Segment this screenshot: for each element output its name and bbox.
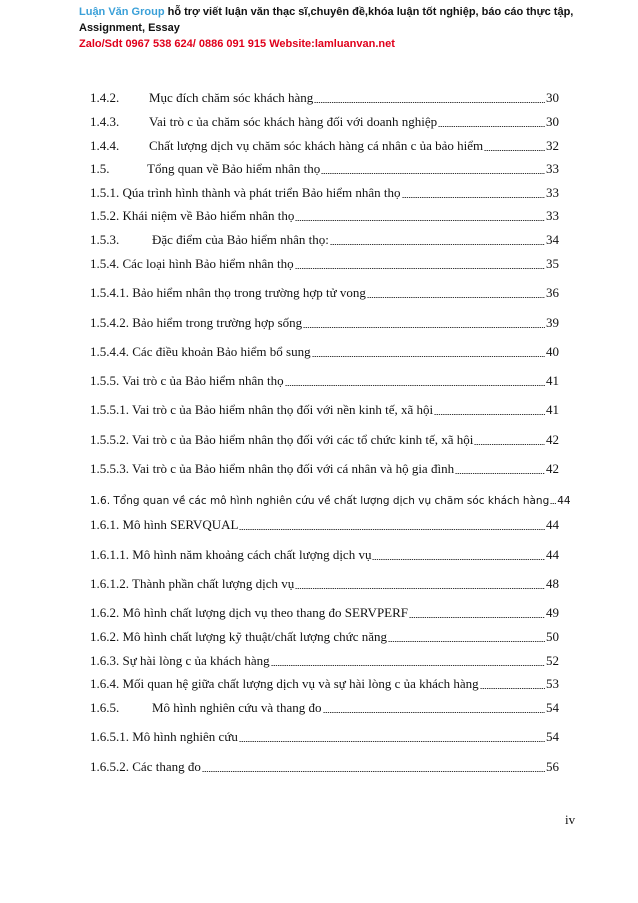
page-number: iv [565,812,576,827]
dot-leader [438,126,545,127]
toc-entry-title: 1.5.4.2. Bảo hiểm trong trường hợp sống [90,315,303,330]
toc-entry-title: Mô hình nghiên cứu và thang đo [152,700,322,715]
toc-entry-title: Vai trò c ủa chăm sóc khách hàng đối với doanh nghiệp [149,114,438,129]
toc-entry-title: Mục đích chăm sóc khách hàng [149,90,314,105]
toc-entry-page: 33 [546,208,559,223]
toc-entry[interactable] [90,112,559,130]
toc-entry-title: 1.6.2. Mô hình chất lượng kỹ thuật/chất lượng chức năng [90,629,388,644]
toc-entry-title: 1.5.1. Qúa trình hình thành và phát triển Bảo hiểm nhân thọ [90,185,401,200]
toc-entry[interactable] [90,698,559,716]
toc-entry-number: 1.4.2. [90,90,120,105]
toc-entry-title: 1.5.5.3. Vai trò c ủa Bảo hiểm nhân thọ đối với cá nhân và hộ gia đình [90,461,455,476]
dot-leader [295,268,545,269]
toc-entry[interactable] [90,574,559,592]
dot-leader [239,741,545,742]
dot-leader [455,473,545,474]
toc-entry[interactable] [90,651,559,669]
toc-entry[interactable] [90,342,559,360]
toc-entry-title: 1.5.4.4. Các điều khoản Bảo hiểm bổ sung [90,344,311,359]
toc-entry-number: 1.4.3. [90,114,120,129]
toc-entry-page: 50 [546,629,559,644]
toc-entry-page: 53 [546,676,559,691]
dot-leader [285,385,545,386]
toc-entry-title: 1.6.1. Mô hình SERVQUAL [90,517,239,532]
toc-entry-page: 44 [546,547,559,562]
toc-entry-page: 42 [546,461,559,476]
toc-entry[interactable] [90,371,559,389]
toc-entry-page: 49 [546,605,559,620]
dot-leader [202,771,545,772]
toc-entry[interactable] [90,400,559,418]
toc-entry-title: 1.5.5.1. Vai trò c ủa Bảo hiểm nhân thọ đối với nền kinh tế, xã hội [90,402,434,417]
toc-entry[interactable] [90,183,559,201]
toc-entry[interactable] [90,283,559,301]
toc-entry[interactable] [90,545,559,563]
dot-leader [367,297,545,298]
dot-leader [271,665,545,666]
dot-leader [321,173,545,174]
toc-entry-page: 33 [546,185,559,200]
toc-entry-number: 1.6.5. [90,700,120,715]
toc-entry-title: 1.5.5. Vai trò c ủa Bảo hiểm nhân thọ [90,373,284,388]
toc-entry-page: 41 [546,402,559,417]
toc-entry-page: 54 [546,729,559,744]
toc-entry-page: 39 [546,315,559,330]
toc-entry-number: 1.4.4. [90,138,120,153]
header-tagline: hỗ trợ viết luận văn thạc sĩ,chuyên đề,khóa luận tốt nghiệp, báo cáo thực tập, Assignment, Essay [79,6,574,34]
toc-entry-title: 1.6.2. Mô hình chất lượng dịch vụ theo thang đo SERVPERF [90,605,409,620]
toc-entry[interactable] [90,88,559,106]
dot-leader [550,503,556,504]
toc-entry-page: 34 [546,232,559,247]
toc-entry-title: Đặc điểm của Bảo hiểm nhân thọ: [152,232,329,247]
dot-leader [402,197,546,198]
toc-entry-title: 1.5.2. Khái niệm về Bảo hiểm nhân thọ [90,208,295,223]
toc-entry-title: 1.6.1.2. Thành phần chất lượng dịch vụ [90,576,295,591]
toc-entry-page: 33 [546,161,559,176]
toc-entry-page: 48 [546,576,559,591]
toc-entry[interactable] [90,206,559,224]
toc-entry[interactable] [90,489,571,507]
toc-entry[interactable] [90,430,559,448]
toc-entry-title: 1.6.4. Mối quan hệ giữa chất lượng dịch vụ và sự hài lòng c ủa khách hàng [90,676,479,691]
toc-entry-page: 30 [546,90,559,105]
dot-leader [484,150,545,151]
dot-leader [303,327,545,328]
toc-entry[interactable] [90,159,559,177]
dot-leader [474,444,545,445]
toc-entry-page: 41 [546,373,559,388]
toc-entry-page: 54 [546,700,559,715]
toc-entry[interactable] [90,515,559,533]
toc-entry-title: 1.6. Tổng quan về các mô hình nghiên cứu về chất lượng dịch vụ chăm sóc khách hàng [90,495,550,507]
toc-entry-page: 52 [546,653,559,668]
toc-entry-title: 1.6.5.2. Các thang đo [90,759,201,774]
toc-entry[interactable] [90,230,559,248]
toc-entry-title: 1.5.5.2. Vai trò c ủa Bảo hiểm nhân thọ đối với các tổ chức kinh tế, xã hội [90,432,474,447]
toc-entry-title: Tổng quan về Bảo hiểm nhân thọ [147,161,321,176]
toc-entry-title: Chất lượng dịch vụ chăm sóc khách hàng cá nhân c ủa bảo hiểm [149,138,484,153]
dot-leader [434,414,545,415]
toc-entry-page: 30 [546,114,559,129]
toc-entry[interactable] [90,627,559,645]
dot-leader [314,102,545,103]
toc-entry-page: 32 [546,138,559,153]
toc-entry-number: 1.5. [90,161,110,176]
toc-entry-number: 1.5.3. [90,232,120,247]
toc-entry-page: 40 [546,344,559,359]
toc-entry[interactable] [90,459,559,477]
dot-leader [330,244,545,245]
page-header [79,4,579,52]
toc-entry-title: 1.6.5.1. Mô hình nghiên cứu [90,729,238,744]
toc-entry-title: 1.5.4.1. Bảo hiểm nhân thọ trong trường hợp tử vong [90,285,366,300]
toc-entry-page: 36 [546,285,559,300]
toc-entry[interactable] [90,757,559,775]
toc-entry[interactable] [90,136,559,154]
toc-entry-page: 42 [546,432,559,447]
toc-entry[interactable] [90,674,559,692]
toc-entry-title: 1.6.3. Sự hài lòng c ủa khách hàng [90,653,270,668]
toc-entry[interactable] [90,603,559,621]
header-contact: Zalo/Sdt 0967 538 624/ 0886 091 915 Website:lamluanvan.net [79,38,395,50]
toc-entry[interactable] [90,313,559,331]
dot-leader [372,559,545,560]
dot-leader [480,688,545,689]
brand-name: Luận Văn Group [79,6,165,18]
toc-entry[interactable] [90,727,559,745]
toc-entry-page: 35 [546,256,559,271]
toc-entry-page: 56 [546,759,559,774]
dot-leader [239,529,545,530]
dot-leader [323,712,545,713]
dot-leader [388,641,545,642]
toc-entry-page: 44 [546,517,559,532]
toc-entry[interactable] [90,254,559,272]
toc-entry-title: 1.5.4. Các loại hình Bảo hiểm nhân thọ [90,256,294,271]
toc-entry-title: 1.6.1.1. Mô hình năm khoảng cách chất lượng dịch vụ [90,547,372,562]
dot-leader [409,617,545,618]
toc-entry-page: 44 [557,495,571,507]
dot-leader [295,220,545,221]
dot-leader [312,356,545,357]
dot-leader [295,588,545,589]
